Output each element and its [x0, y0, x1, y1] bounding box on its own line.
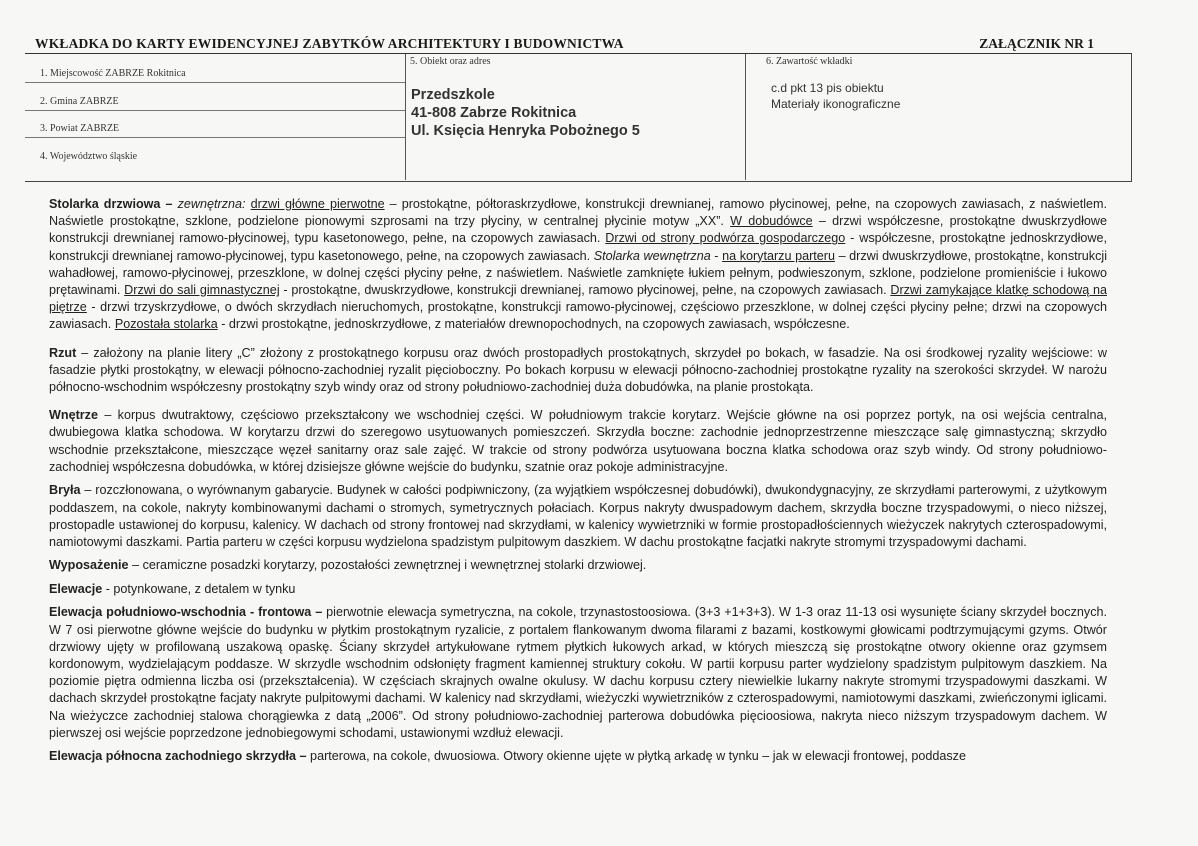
- section-text: – rozczłonowana, o wyrównanym gabarycie. Budynek w całości podpiwniczony, (za wyjątkiem współczesnej dobudówki), dwukondygnacyjny, ze skrzydłami parterowymi, z użytkowym poddaszem, na cokole, nakryty kombinowanymi dachami o stromych, symetrycznych połaciach. Korpus nakryty dwuspadowym dachem, skrzydła boczne trzyspadowymi, o nieco niższej, prostopadle ustawionej do korpusu, kalenicy. W dachach od strony frontowej nad skrzydłami, w kalenicy wywietrzniki w formie prostopadłościennych wieżyczek nakrytych czterospadowymi, namiotowymi daszkami. Partia parteru w części korpusu wydzielona spadzistym pulpitowym daszkiem. W dachu prostokątne facjatki nakryte stromymi trzyspadowymi dachami.: [49, 483, 1107, 549]
- section-text: – założony na planie litery „C” złożony z prostokątnego korpusu oraz dwóch prostopadłych prostokątnych, skrzydeł po bokach, w fasadzie. Na osi środkowej ryzality wejściowe: w fasadzie płytki prostokątny, w elewacji północno-zachodniej ryzalit pięcioboczny. Po bokach korpusu w elewacji północno-zachodniej prostokątne ryzality na szerokości skrzydeł. W narożu północno-wschodnim współczesny prostokątny szyb windy oraz od strony południowo-zachodniej duża dobudówka, na planie prostokąta.: [49, 345, 1107, 395]
- section-text: - potynkowane, z detalem w tynku: [102, 581, 296, 596]
- paragraph-elewacja-frontowa: [49, 604, 1107, 742]
- underlined-term: na korytarzu parteru: [722, 248, 835, 263]
- section-label: Elewacje: [49, 581, 103, 596]
- section-dash: –: [160, 197, 178, 211]
- text-span: - współczesne, prostokątne jednoskrzydłowe, konstrukcji drewnianej ramowo-płycinowej, typu kasetonowego, pełne, na czopowych zawiasach.: [49, 231, 1107, 263]
- text-span: – prostokątne, półtoraskrzydłowe, konstrukcji drewnianej, ramowo płycinowej, pełne, na czopowych zawiasach, z naświetlem. Naświetle prostokątne, szklone, podzielone pionowymi szprosami na trzy płyciny, w centralnej płycinie motyw „XX”.: [49, 197, 1107, 229]
- section-label: Elewacja południowo-wschodnia - frontowa –: [49, 605, 323, 620]
- paragraph-stolarka: [49, 196, 1107, 334]
- form-divider-1: [405, 54, 406, 180]
- content-line-2: Materiały ikonograficzne: [771, 97, 901, 111]
- paragraph-bryla: [49, 482, 1107, 551]
- header-rule: [25, 53, 1132, 54]
- text-span: - drzwi prostokątne, jednoskrzydłowe, z materiałów drewnopochodnych, na czopowych zawiasach, współczesne.: [217, 317, 850, 332]
- section-label: Wyposażenie: [49, 558, 129, 573]
- underlined-term: W dobudówce: [730, 214, 813, 229]
- form-row-line-2: [25, 110, 405, 111]
- underlined-term: Pozostała stolarka: [114, 317, 218, 332]
- section-label: Rzut: [49, 345, 77, 360]
- field-wojewodztwo: 4. Województwo śląskie: [40, 151, 138, 162]
- underlined-term: Drzwi zamykające klatkę schodową na piętrze: [49, 283, 1107, 315]
- form-bottom-line: [25, 181, 1132, 182]
- field-powiat: 3. Powiat ZABRZE: [40, 123, 120, 134]
- form-border-right: [1131, 54, 1132, 182]
- text-span: - prostokątne, dwuskrzydłowe, konstrukcji drewnianej, ramowo płycinowej, pełne, na czopowych zawiasach.: [279, 283, 891, 298]
- section-text: – korpus dwutraktowy, częściowo przekształcony we wschodniej części. W południowym trakcie korytarz. Wejście główne na osi poprzez portyk, na osi wejścia centralna, dwubiegowa klatka schodowa. W korytarzu drzwi do szeregowo usytuowanych pomieszczeń. Skrzydła boczne: zachodnie jednoprzestrzenne mieszczące salę gimnastyczną; skrzydło wschodnie przekształcone, mieszczące węzeł sanitarny oraz sale zajęć. W trakcie od strony podwórza usytuowana boczna klatka schodowa oraz szyb windy. Od strony południowo-zachodniej współczesna dobudówka, w której dzisiejsze główne wejście do budynku, szatnie oraz pokoje administracyjne.: [49, 408, 1107, 474]
- field-miejscowosc: 1. Miejscowość ZABRZE Rokitnica: [40, 68, 186, 79]
- description-body: [49, 196, 1107, 772]
- section-label: Stolarka drzwiowa: [49, 197, 161, 211]
- paragraph-wnetrze: [49, 407, 1107, 476]
- object-address-line-1: 41-808 Zabrze Rokitnica: [411, 105, 577, 121]
- form-row-line-1: [25, 82, 405, 83]
- field-gmina: 2. Gmina ZABRZE: [40, 96, 119, 107]
- field-obiekt-label: 5. Obiekt oraz adres: [410, 56, 491, 67]
- content-line-1: c.d pkt 13 pis obiektu: [771, 81, 884, 95]
- underlined-term: Drzwi od strony podwórza gospodarczego: [605, 231, 846, 246]
- paragraph-elewacje: [49, 581, 1107, 598]
- text-span: – drzwi dwuskrzydłowe, prostokątne, konstrukcji wahadłowej, ramowo-płycinowej, przeszklone, w dolnej części płyciny pełne, z naświetlem. Naświetle zamknięte łukiem pełnym, podwieszonym, szklone, podzielone promieniście i łukowo prętawinami.: [49, 248, 1107, 298]
- object-name: Przedszkole: [411, 87, 495, 103]
- form-row-line-3: [25, 137, 405, 138]
- annex-label: ZAŁĄCZNIK NR 1: [979, 36, 1094, 51]
- document-title: WKŁADKA DO KARTY EWIDENCYJNEJ ZABYTKÓW ARCHITEKTURY I BUDOWNICTWA: [35, 36, 624, 51]
- section-text: – ceramiczne posadzki korytarzy, pozostałości zewnętrznej i wewnętrznej stolarki drzwiowej.: [128, 558, 647, 573]
- section-label: Wnętrze: [49, 408, 98, 423]
- underlined-term: Drzwi do sali gimnastycznej: [124, 283, 280, 298]
- text-span: – drzwi współczesne, prostokątne dwuskrzydłowe konstrukcji drewnianej ramowo-płycinowej, typu kasetonowego, pełne, na czopowych zawiasach.: [49, 214, 1107, 246]
- section-label: Bryła: [49, 483, 81, 498]
- subsection-label: zewnętrzna:: [177, 197, 246, 211]
- text-span: -: [710, 248, 723, 263]
- paragraph-elewacja-polnocna: [49, 748, 1107, 765]
- section-text: parterowa, na cokole, dwuosiowa. Otwory okienne ujęte w płytką arkadę w tynku – jak w elewacji frontowej, poddasze: [306, 749, 966, 764]
- field-zawartosc-label: 6. Zawartość wkładki: [766, 56, 853, 67]
- paragraph-rzut: [49, 345, 1107, 397]
- underlined-term: drzwi główne pierwotne: [250, 197, 385, 211]
- paragraph-wyposazenie: [49, 557, 1107, 574]
- text-span: - drzwi trzyskrzydłowe, o dwóch skrzydłach nieruchomych, prostokątne, konstrukcji ramowo-płycinowej, częściowo przeszklone, w dolnej części płyciny pełne; drzwi na czopowych zawiasach.: [49, 300, 1107, 332]
- object-address-line-2: Ul. Księcia Henryka Pobożnego 5: [411, 123, 640, 139]
- section-text: pierwotnie elewacja symetryczna, na cokole, trzynastostoosiowa. (3+3 +1+3+3). W 1-3 oraz 11-13 osi wysunięte ściany skrzydeł bocznych. W 7 osi pierwotne główne wejście do budynku w płytkim prostokątnym ryzalicie, z portalem flankowanym dwoma filarami z bazami, kostkowymi głowicami podtrzymującymi gzyms. Otwór drzwiowy ujęty w profilowaną uszakową opaskę. Ściany skrzydeł artykułowane rytmem płytkich łukowych arkad, w których mieszczą się prostokątne otwory okienne oraz gzymsem kordonowym, wydzielającym poddasze. W skrzydle wschodnim odsłonięty fragment kamiennej struktury cokołu. W partii korpusu parter wydzielony spadzistym pulpitowym daszkiem. Na poziomie piętra odmienna liczba osi (przekształcenia). W częściach skrajnych owalne okulusy. W dachu korpusu cztery niewielkie lukarny nakryte stromymi trzyspadowymi daszkami. W dachach skrzydeł prostokątne facjaty nakryte pulpitowymi dachami. W kalenicy nad skrzydłami, wieżyczki wywietrzników z czterospadowymi, namiotowymi daszkami, zwieńczonymi iglicami. Na wieżyczce zachodniej stalowa chorągiewka z datą „2006”. Od strony południowo-zachodniej parterowa dobudówka pięcioosiowa, nakryta nieco niższym trzyspadowym dachem. W pierwszej osi wejście poprzedzone jednobiegowymi schodami, ustawionymi wzdłuż elewacji.: [49, 605, 1107, 740]
- section-label: Elewacja północna zachodniego skrzydła –: [49, 749, 307, 764]
- form-divider-2: [745, 54, 746, 180]
- subsection-label: Stolarka wewnętrzna: [593, 248, 711, 263]
